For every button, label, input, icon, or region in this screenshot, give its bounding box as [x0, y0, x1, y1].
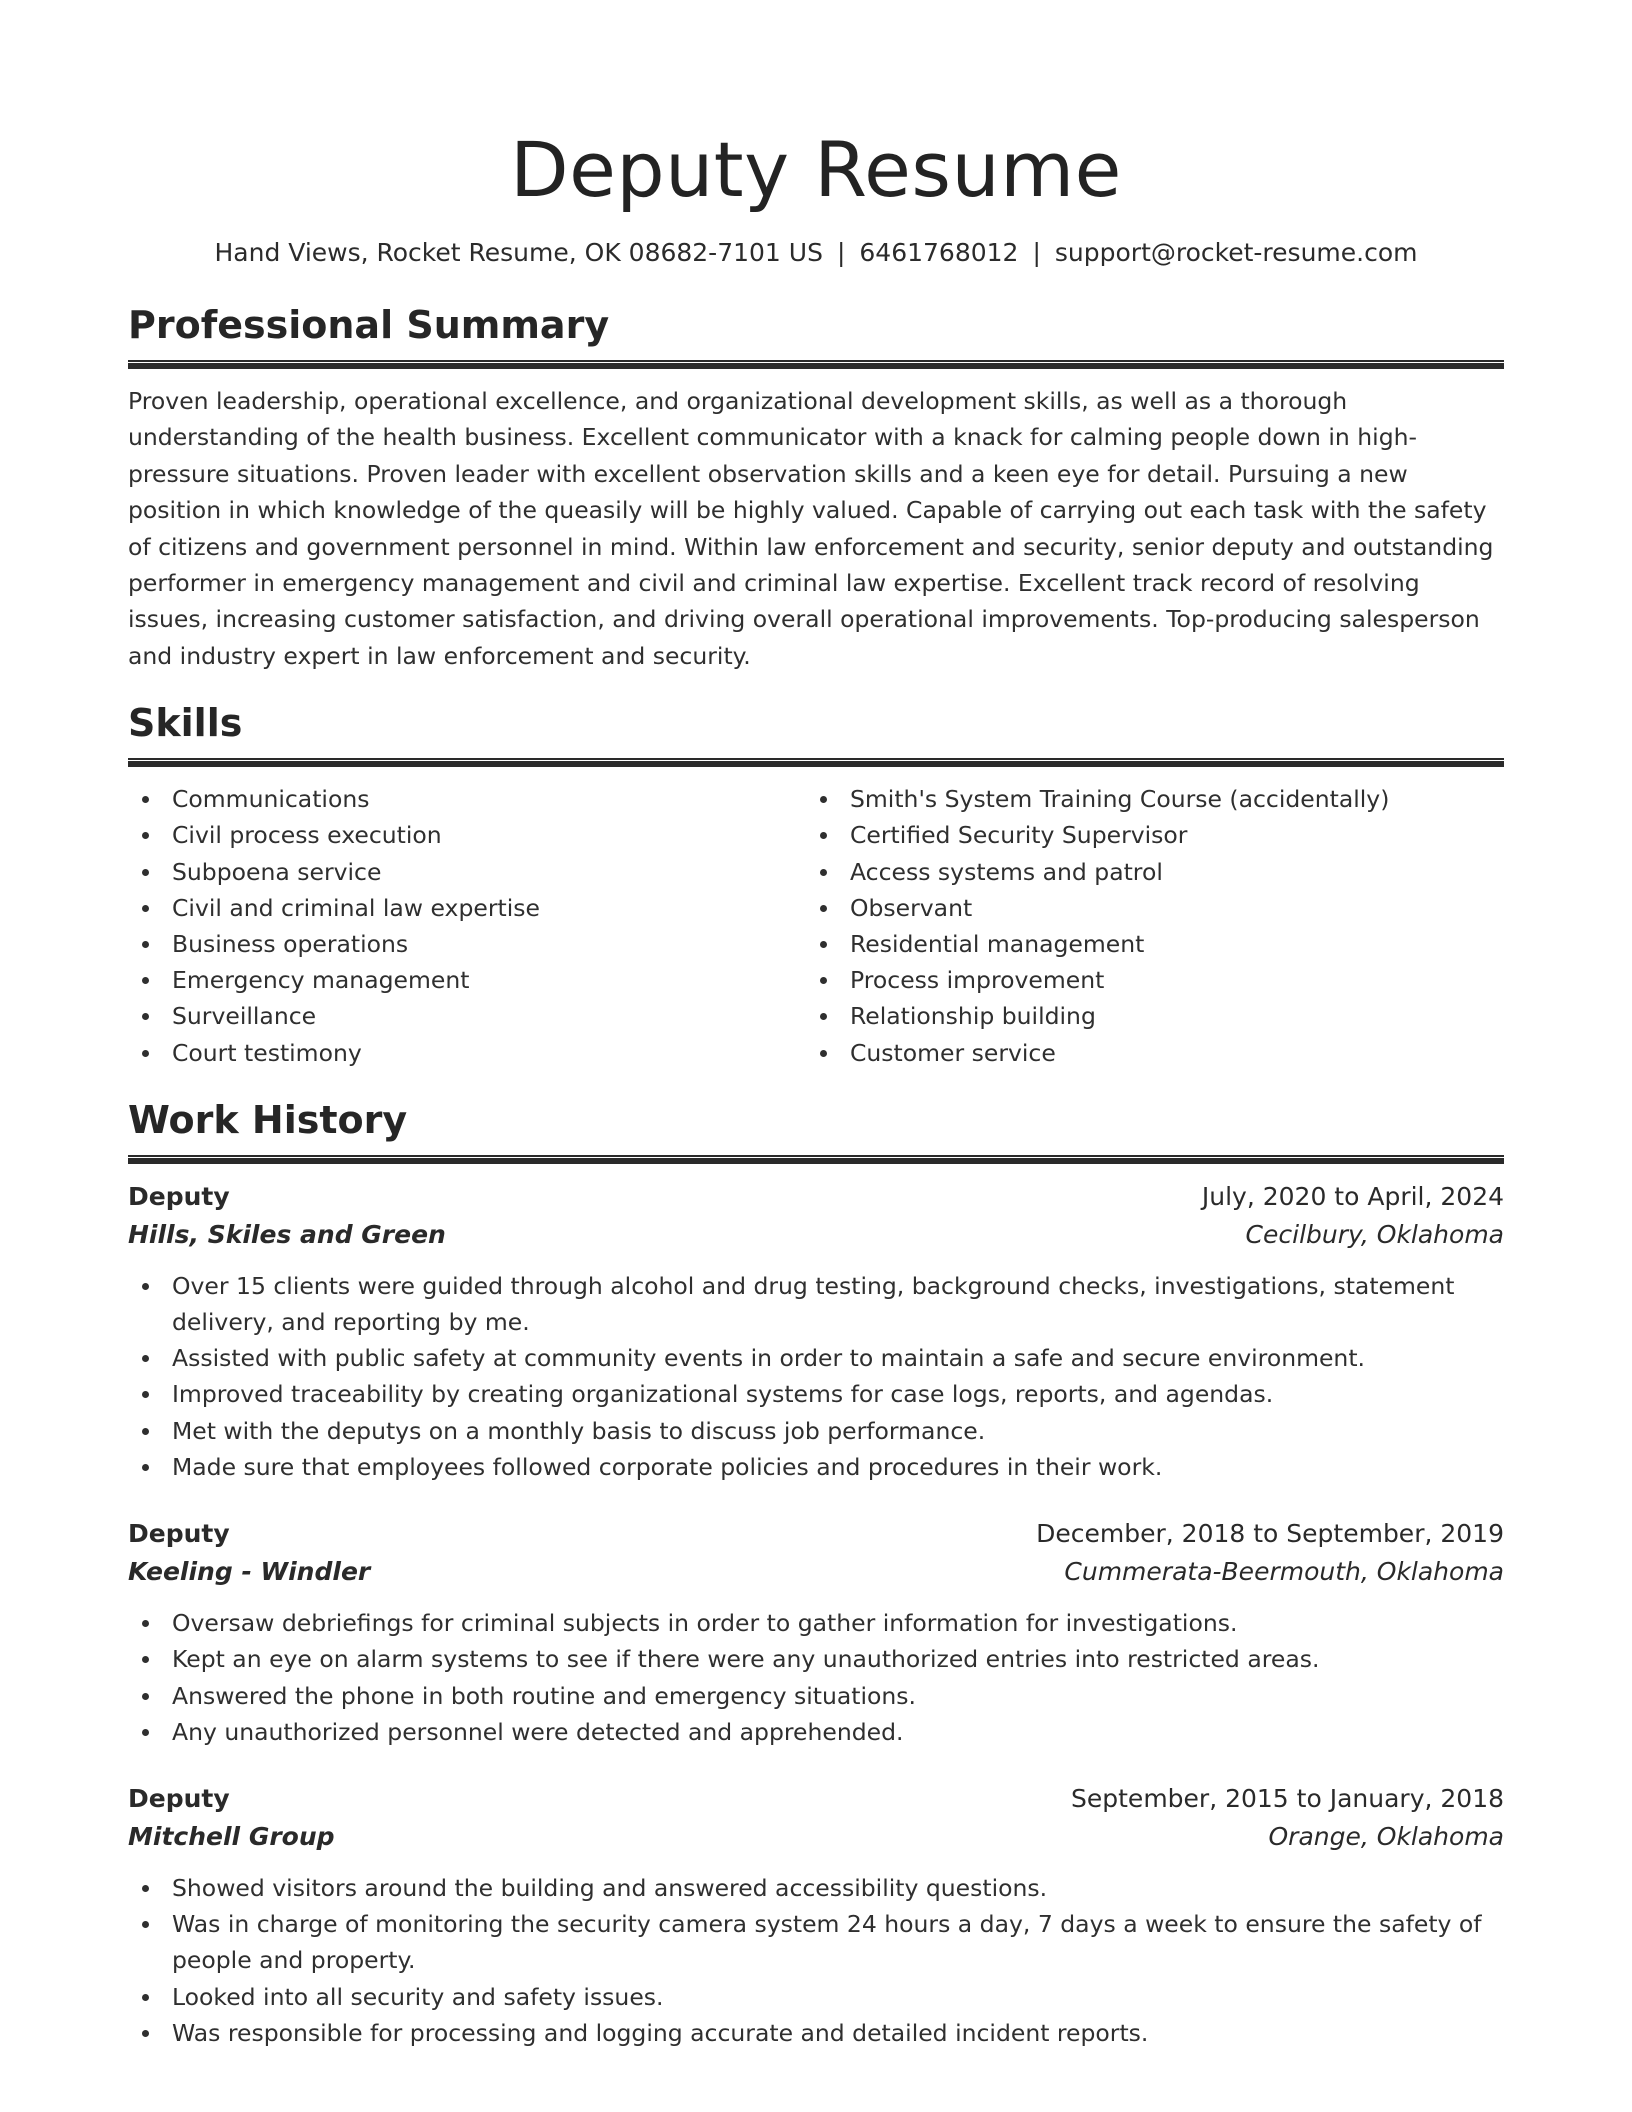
- job-company-row: [128, 1553, 1504, 1591]
- summary-text: Proven leadership, operational excellence, and organizational development skills, as well as a thorough understanding of the health business. Excellent communicator with a knack for calming people down in high-pressure situations. Proven leader with excellent observation skills and a keen eye for detail. Pursuing a new position in which knowledge of the queasily will be highly valued. Capable of carrying out each task with the safety of citizens and government personnel in mind. Within law enforcement and security, senior deputy and outstanding performer in emergency management and civil and criminal law expertise. Excellent track record of resolving issues, increasing customer satisfaction, and driving overall operational improvements. Top-producing salesperson and industry expert in law enforcement and security.: [128, 387, 1494, 670]
- job-bullet: Answered the phone in both routine and emergency situations.: [128, 1678, 1504, 1714]
- skills-left-list: [128, 781, 806, 1071]
- job-bullet: Showed visitors around the building and answered accessibility questions.: [128, 1870, 1504, 1906]
- section-divider: [128, 360, 1504, 369]
- contact-separator: |: [836, 238, 846, 267]
- job-title-row: [128, 1780, 1504, 1818]
- skill-item: Residential management: [806, 926, 1484, 962]
- skills-right-list: [806, 781, 1484, 1071]
- contact-line: [128, 236, 1504, 270]
- job-entry: [128, 1515, 1504, 1750]
- job-bullets: [128, 1870, 1504, 2051]
- skill-item: Observant: [806, 890, 1484, 926]
- job-bullet: Over 15 clients were guided through alcohol and drug testing, background checks, investigations, statement delivery, and reporting by me.: [128, 1268, 1504, 1340]
- job-title-row: [128, 1178, 1504, 1216]
- job-title: Deputy: [128, 1519, 230, 1549]
- contact-email: support@rocket-resume.com: [1054, 238, 1418, 267]
- skills-heading: Skills: [128, 701, 243, 746]
- skill-item: Relationship building: [806, 998, 1484, 1034]
- job-location: Cummerata-Beermouth, Oklahoma: [1064, 1557, 1504, 1587]
- job-company: Hills, Skiles and Green: [128, 1219, 446, 1249]
- job-title-row: [128, 1515, 1504, 1553]
- job-location: Cecilbury, Oklahoma: [1245, 1219, 1504, 1249]
- job-company: Keeling - Windler: [128, 1557, 371, 1587]
- job-company-row: [128, 1216, 1504, 1254]
- contact-address: Hand Views, Rocket Resume, OK 08682-7101 US: [214, 238, 823, 267]
- section-divider: [128, 1155, 1504, 1164]
- job-bullet: Improved traceability by creating organizational systems for case logs, reports, and agendas.: [128, 1376, 1504, 1412]
- skill-item: Access systems and patrol: [806, 854, 1484, 890]
- job-bullet: Was responsible for processing and logging accurate and detailed incident reports.: [128, 2015, 1504, 2051]
- job-entry: [128, 1178, 1504, 1485]
- skill-item: Business operations: [128, 926, 806, 962]
- job-dates: July, 2020 to April, 2024: [1201, 1181, 1504, 1211]
- skill-item: Emergency management: [128, 962, 806, 998]
- skill-item: Customer service: [806, 1035, 1484, 1071]
- work-heading: Work History: [128, 1097, 408, 1142]
- job-bullet: Assisted with public safety at community events in order to maintain a safe and secure environment.: [128, 1340, 1504, 1376]
- job-title: Deputy: [128, 1181, 230, 1211]
- job-bullet: Made sure that employees followed corporate policies and procedures in their work.: [128, 1449, 1504, 1485]
- job-bullet: Kept an eye on alarm systems to see if there were any unauthorized entries into restricted areas.: [128, 1641, 1504, 1677]
- job-dates: September, 2015 to January, 2018: [1071, 1783, 1504, 1813]
- summary-section: [128, 300, 1504, 674]
- summary-heading: Professional Summary: [128, 303, 610, 347]
- skill-item: Subpoena service: [128, 854, 806, 890]
- resume-title: Deputy Resume: [510, 125, 1122, 214]
- skill-item: Process improvement: [806, 962, 1484, 998]
- job-bullet: Met with the deputys on a monthly basis to discuss job performance.: [128, 1413, 1504, 1449]
- job-entry: [128, 1780, 1504, 2051]
- job-dates: December, 2018 to September, 2019: [1036, 1519, 1504, 1549]
- skill-item: Civil and criminal law expertise: [128, 890, 806, 926]
- job-bullets: [128, 1605, 1504, 1750]
- skills-columns: [128, 781, 1504, 1071]
- skill-item: Surveillance: [128, 998, 806, 1034]
- skill-item: Smith's System Training Course (accidentally): [806, 781, 1484, 817]
- skill-item: Civil process execution: [128, 817, 806, 853]
- job-location: Orange, Oklahoma: [1268, 1821, 1504, 1851]
- contact-phone: 6461768012: [859, 238, 1019, 267]
- job-bullet: Was in charge of monitoring the security camera system 24 hours a day, 7 days a week to ensure the safety of people and property.: [128, 1906, 1504, 1978]
- skill-item: Court testimony: [128, 1035, 806, 1071]
- contact-separator: |: [1032, 238, 1041, 267]
- section-divider: [128, 758, 1504, 767]
- skills-section: [128, 698, 1504, 1071]
- job-bullet: Any unauthorized personnel were detected and apprehended.: [128, 1714, 1504, 1750]
- job-company-row: [128, 1818, 1504, 1856]
- work-section: [128, 1095, 1504, 2051]
- job-bullets: [128, 1268, 1504, 1485]
- job-bullet: Oversaw debriefings for criminal subjects in order to gather information for investigations.: [128, 1605, 1504, 1641]
- job-bullet: Looked into all security and safety issues.: [128, 1979, 1504, 2015]
- skill-item: Communications: [128, 781, 806, 817]
- job-title: Deputy: [128, 1783, 230, 1813]
- job-company: Mitchell Group: [128, 1821, 335, 1851]
- skill-item: Certified Security Supervisor: [806, 817, 1484, 853]
